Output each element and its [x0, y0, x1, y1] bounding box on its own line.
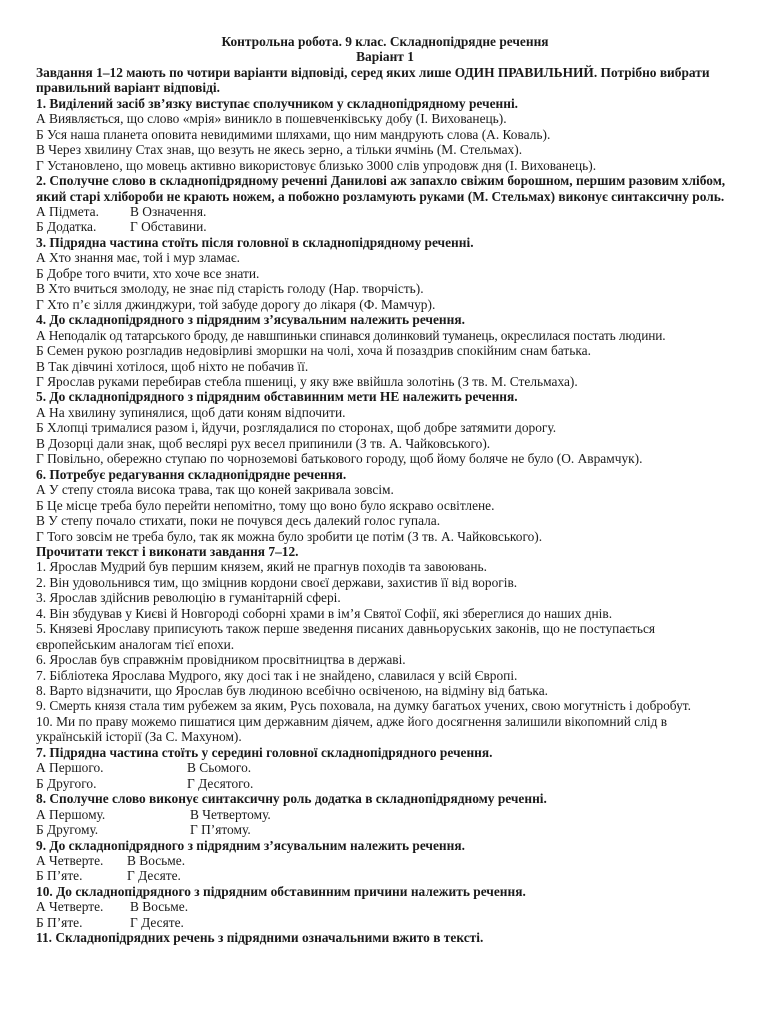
q7-option-v: В Сьомого. [187, 760, 252, 776]
q3-option-a: А Хто знання має, той і мур зламає. [36, 250, 240, 266]
question-7: 7. Підрядна частина стоїть у середині головної складнопідрядного речення. [36, 744, 493, 760]
document-title: Контрольна робота. 9 клас. Складнопідрядне речення [221, 34, 549, 49]
q8-options-row-2 [36, 822, 734, 837]
q8-option-a: А Першому. [36, 806, 106, 822]
question-10: 10. До складнопідрядного з підрядним обставинним причини належить речення. [36, 883, 526, 899]
question-1: 1. Виділений засіб зв’язку виступає сполучником у складнопідрядному реченні. [36, 95, 519, 111]
q1-option-b: Б Уся наша планета оповита невидимими шляхами, що ним мандрують слова (А. Коваль). [36, 126, 551, 142]
q6-option-a: А У степу стояла висока трава, так що коней закривала зовсім. [36, 482, 394, 498]
q9-option-h: Г Десяте. [127, 868, 181, 884]
q10-option-v: В Восьме. [130, 899, 189, 915]
q10-option-a: А Четверте. [36, 899, 104, 915]
text-sentence: 10. Ми по праву можемо пишатися цим державним діячем, адже його досягнення залишили вікопомний слід в українській історії (За С. Махуном). [36, 713, 668, 745]
q3-option-h: Г Хто п’є зілля джинджури, той забуде дорогу до лікаря (Ф. Мамчур). [36, 296, 436, 312]
text-heading: Прочитати текст і виконати завдання 7–12. [36, 543, 299, 559]
q7-option-a: А Першого. [36, 760, 104, 776]
q5-option-b: Б Хлопці трималися разом і, йдучи, розглядалися по сторонах, щоб добре затямити дорогу. [36, 420, 557, 436]
text-sentence: 3. Ярослав здійснив революцію в гуманітарній сфері. [36, 590, 341, 606]
q2-options-row-1 [36, 204, 734, 219]
q3-option-b: Б Добре того вчити, хто хоче все знати. [36, 265, 260, 281]
q9-option-a: А Четверте. [36, 853, 104, 869]
q9-option-b: Б П’яте. [36, 868, 83, 884]
question-9: 9. До складнопідрядного з підрядним з’ясувальним належить речення. [36, 837, 465, 853]
question-6: 6. Потребує редагування складнопідрядне речення. [36, 466, 347, 482]
text-sentence: 9. Смерть князя стала тим рубежем за яким, Русь поховала, на думку багатьох учених, свою могутність і добробут. [36, 698, 692, 714]
q8-option-v: В Четвертому. [190, 806, 271, 822]
q9-option-v: В Восьме. [127, 853, 186, 869]
text-sentence: 8. Варто відзначити, що Ярослав був людиною всебічно освіченою, на відміну від батька. [36, 683, 549, 699]
q4-option-a: А Неподалік од татарського броду, де навшпиньки спинався долинковий туманець, окреслилася постать людини. [36, 327, 666, 343]
q8-options-row-1 [36, 807, 734, 822]
text-sentence: 2. Він удовольнився тим, що зміцнив кордони своєї держави, захистив її від ворогів. [36, 574, 518, 590]
question-11: 11. Складнопідрядних речень з підрядними означальними вжито в тексті. [36, 930, 484, 946]
q6-option-v: В У степу почало стихати, поки не почувся десь далекий голос гупала. [36, 513, 441, 529]
q2-option-v: В Означення. [130, 203, 207, 219]
question-5: 5. До складнопідрядного з підрядним обставинним мети НЕ належить речення. [36, 389, 518, 405]
text-sentence: 7. Бібліотека Ярослава Мудрого, яку досі так і не знайдено, славилася у всій Європі. [36, 667, 518, 683]
q10-options-row-1 [36, 899, 734, 914]
q4-option-h: Г Ярослав руками перебирав стебла пшениці, у яку вже ввійшла золотінь (З тв. М. Стельмаха). [36, 373, 578, 389]
text-sentence: 4. Він збудував у Києві й Новгороді соборні храми в ім’я Святої Софії, які збереглися до наших днів. [36, 605, 613, 621]
q7-options-row-2 [36, 776, 734, 791]
q5-option-a: А На хвилину зупинялися, щоб дати коням відпочити. [36, 404, 346, 420]
q9-options-row-2 [36, 868, 734, 883]
q2-option-b: Б Додатка. [36, 219, 97, 235]
q2-options-row-2 [36, 219, 734, 234]
instructions: Завдання 1–12 мають по чотири варіанти відповіді, серед яких лише ОДИН ПРАВИЛЬНИЙ. Потрібно вибрати правильний варіант відповіді. [36, 64, 710, 96]
q1-option-a: А Виявляється, що слово «мрія» виникло в пошевченківську добу (І. Вихованець). [36, 111, 507, 127]
q3-option-v: В Хто вчиться змолоду, не знає під старість голоду (Нар. творчість). [36, 281, 424, 297]
q6-option-h: Г Того зовсім не треба було, так як можна було зробити це потім (З тв. А. Чайковського). [36, 528, 543, 544]
q1-option-v: В Через хвилину Стах знав, що везуть не якесь зерно, а тільки ячмінь (М. Стельмах). [36, 142, 523, 158]
q7-option-b: Б Другого. [36, 775, 97, 791]
q2-option-h: Г Обставини. [130, 219, 207, 235]
question-3: 3. Підрядна частина стоїть після головної в складнопідрядному реченні. [36, 234, 474, 250]
text-sentence: 1. Ярослав Мудрий був першим князем, який не прагнув походів та завоювань. [36, 559, 487, 575]
q10-option-h: Г Десяте. [130, 914, 184, 930]
q7-option-h: Г Десятого. [187, 775, 254, 791]
q2-option-a: А Підмета. [36, 203, 99, 219]
q5-option-v: В Дозорці дали знак, щоб веслярі рух весел припинили (З тв. А. Чайковського). [36, 435, 491, 451]
question-8: 8. Сполучне слово виконує синтаксичну роль додатка в складнопідрядному реченні. [36, 791, 547, 807]
variant-label: Варіант 1 [356, 49, 414, 65]
q5-option-h: Г Повільно, обережно ступаю по чорноземові батькового городу, щоб йому боляче не було (О. Аврамчук). [36, 451, 643, 467]
q4-option-v: В Так дівчині хотілося, щоб ніхто не побачив її. [36, 358, 309, 374]
q4-option-b: Б Семен рукою розгладив недовірливі зморшки на чолі, хоча й позаздрив спокійним снам батька. [36, 343, 591, 359]
question-4: 4. До складнопідрядного з підрядним з’ясувальним належить речення. [36, 312, 465, 328]
text-sentence: 6. Ярослав був справжнім провідником просвітництва в державі. [36, 652, 406, 668]
q8-option-h: Г П’ятому. [190, 822, 251, 838]
q6-option-b: Б Це місце треба було перейти непомітно, тому що воно було яскраво освітлене. [36, 497, 495, 513]
question-2: 2. Сполучне слово в складнопідрядному реченні Данилові аж запахло свіжим борошном, першим разовим хлібом, який старі хлібороби не крають ножем, а побожно розламують руками (М. Стельмах) виконує синтаксичну роль. [36, 173, 726, 204]
q1-option-h: Г Установлено, що мовець активно використовує близько 3000 слів упродовж дня (І. Вихованець). [36, 157, 597, 173]
q7-options-row-1 [36, 760, 734, 775]
text-sentence: 5. Князеві Ярославу приписують також перше зведення писаних давньоруських законів, що не поступається європейським аналогам тієї епохи. [36, 621, 656, 652]
q10-option-b: Б П’яте. [36, 914, 83, 930]
q10-options-row-2 [36, 915, 734, 930]
q9-options-row-1 [36, 853, 734, 868]
q8-option-b: Б Другому. [36, 822, 99, 838]
